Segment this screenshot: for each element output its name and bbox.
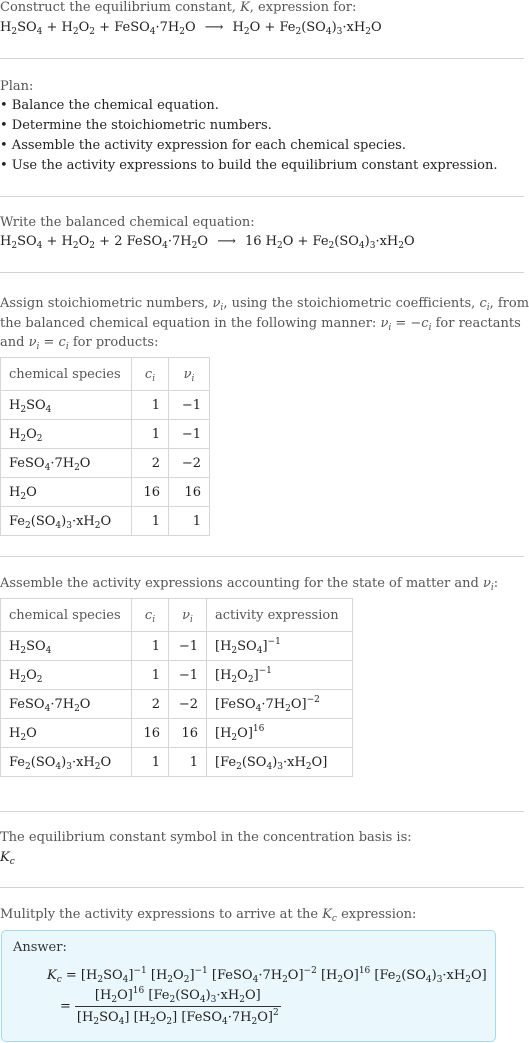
species-cell: $H_2O$ xyxy=(1,719,132,748)
nu-cell: −1 xyxy=(169,632,207,661)
table-row xyxy=(1,420,210,449)
intro-prompt xyxy=(0,0,356,17)
activity-expression-cell: $[H_2O_2]^{-1}$ xyxy=(207,661,353,690)
species-cell: $Fe_2(SO_4)_3\cdot xH_2O$ xyxy=(1,507,132,536)
nu-cell: −1 xyxy=(169,661,207,690)
divider xyxy=(0,811,524,812)
header-species: chemical species xyxy=(1,599,132,632)
plan-step: • Balance the chemical equation. xyxy=(0,98,219,113)
intro-suffix: , expression for: xyxy=(249,0,357,15)
plan-step: • Assemble the activity expression for each chemical species. xyxy=(0,138,406,153)
species-cell: $H_2O_2$ xyxy=(1,661,132,690)
activity-expression-cell: $[H_2O]^{16}$ xyxy=(207,719,353,748)
fraction-numerator: $[H_2O]^{16}$ $[Fe_2(SO_4)_3\cdot xH_2O]$ xyxy=(75,988,281,1007)
table-header-row xyxy=(1,599,353,632)
stoich-text-1: Assign stoichiometric numbers, $\nu_i$, using the stoichiometric coefficients, $c_i$, from xyxy=(0,296,529,313)
nu-cell: 1 xyxy=(169,507,210,536)
activity-expression-cell: $[H_2SO_4]^{-1}$ xyxy=(207,632,353,661)
multiply-text: Mulitply the activity expressions to arrive at the $K_c$ expression: xyxy=(0,907,417,924)
c-cell: 16 xyxy=(132,719,169,748)
table-row xyxy=(1,507,210,536)
divider xyxy=(0,556,524,557)
c-cell: 1 xyxy=(132,748,169,777)
plan-step: • Use the activity expressions to build the equilibrium constant expression. xyxy=(0,158,498,173)
nu-cell: −2 xyxy=(169,690,207,719)
balanced-title: Write the balanced chemical equation: xyxy=(0,215,255,230)
activity-text: Assemble the activity expressions accounting for the state of matter and $\nu_i$: xyxy=(0,576,499,593)
plan-title: Plan: xyxy=(0,79,34,94)
nu-cell: −2 xyxy=(169,449,210,478)
table-row xyxy=(1,748,353,777)
activity-expression-cell: $[FeSO_4\cdot 7H_2O]^{-2}$ xyxy=(207,690,353,719)
divider xyxy=(0,887,524,888)
answer-kc-product: $K_c = [H_2SO_4]^{-1}$ $[H_2O_2]^{-1}$ $[FeSO_4\cdot 7H_2O]^{-2}$ $[H_2O]^{16}$ $[Fe_2(SO_4)_3\cdot xH_2O]$ xyxy=(47,966,487,985)
header-species: chemical species xyxy=(1,358,132,391)
answer-box xyxy=(1,930,496,1042)
c-cell: 16 xyxy=(132,478,169,507)
fraction-denominator: $[H_2SO_4]$ $[H_2O_2]$ $[FeSO_4\cdot 7H_2O]^2$ xyxy=(76,1008,279,1027)
header-activity: activity expression xyxy=(207,599,353,632)
nu-cell: 16 xyxy=(169,719,207,748)
k-symbol: K xyxy=(240,0,250,15)
nu-cell: −1 xyxy=(169,420,210,449)
table-header-row xyxy=(1,358,210,391)
stoich-table xyxy=(0,357,210,536)
activity-expression-cell: $[Fe_2(SO_4)_3\cdot xH_2O]$ xyxy=(207,748,353,777)
table-row xyxy=(1,719,353,748)
table-row xyxy=(1,661,353,690)
species-cell: $FeSO_4\cdot 7H_2O$ xyxy=(1,449,132,478)
species-cell: $H_2O$ xyxy=(1,478,132,507)
header-c: $c_i$ xyxy=(132,358,169,391)
c-cell: 1 xyxy=(132,632,169,661)
species-cell: $FeSO_4\cdot 7H_2O$ xyxy=(1,690,132,719)
header-c: $c_i$ xyxy=(132,599,169,632)
table-row xyxy=(1,391,210,420)
c-cell: 1 xyxy=(132,507,169,536)
c-cell: 1 xyxy=(132,391,169,420)
nu-cell: 16 xyxy=(169,478,210,507)
symbol-text: The equilibrium constant symbol in the concentration basis is: xyxy=(0,830,412,845)
species-cell: $H_2SO_4$ xyxy=(1,632,132,661)
c-cell: 2 xyxy=(132,690,169,719)
species-cell: $H_2O_2$ xyxy=(1,420,132,449)
divider xyxy=(0,272,524,273)
kc-symbol: $K_c$ xyxy=(0,850,15,867)
answer-label: Answer: xyxy=(13,940,67,955)
plan-step: • Determine the stoichiometric numbers. xyxy=(0,118,272,133)
table-row xyxy=(1,690,353,719)
header-nu: $\nu_i$ xyxy=(169,358,210,391)
species-cell: $H_2SO_4$ xyxy=(1,391,132,420)
activity-table xyxy=(0,598,353,777)
stoich-text-3: and $\nu_i = c_i$ for products: xyxy=(0,335,159,352)
table-row xyxy=(1,449,210,478)
divider xyxy=(0,58,524,59)
fraction xyxy=(75,988,281,1025)
intro-prefix: Construct the equilibrium constant, xyxy=(0,0,241,15)
equals-sign: = xyxy=(60,999,71,1014)
nu-cell: 1 xyxy=(169,748,207,777)
table-row xyxy=(1,478,210,507)
c-cell: 2 xyxy=(132,449,169,478)
header-nu: $\nu_i$ xyxy=(169,599,207,632)
table-row xyxy=(1,632,353,661)
nu-cell: −1 xyxy=(169,391,210,420)
species-cell: $Fe_2(SO_4)_3\cdot xH_2O$ xyxy=(1,748,132,777)
answer-kc-fraction xyxy=(60,988,281,1025)
reaction-balanced: $H_2SO_4 + H_2O_2 + 2$ $FeSO_4\cdot 7H_2O$ ⟶ 16 $H_2O + Fe_2(SO_4)_3\cdot xH_2O$ xyxy=(0,234,415,251)
c-cell: 1 xyxy=(132,420,169,449)
c-cell: 1 xyxy=(132,661,169,690)
stoich-text-2: the balanced chemical equation in the following manner: $\nu_i = -c_i$ for reactants xyxy=(0,316,521,333)
divider xyxy=(0,196,524,197)
reaction-unbalanced: $H_2SO_4 + H_2O_2$ + $FeSO_4\cdot 7H_2O$ ⟶ $H_2O + Fe_2(SO_4)_3\cdot xH_2O$ xyxy=(0,20,382,37)
